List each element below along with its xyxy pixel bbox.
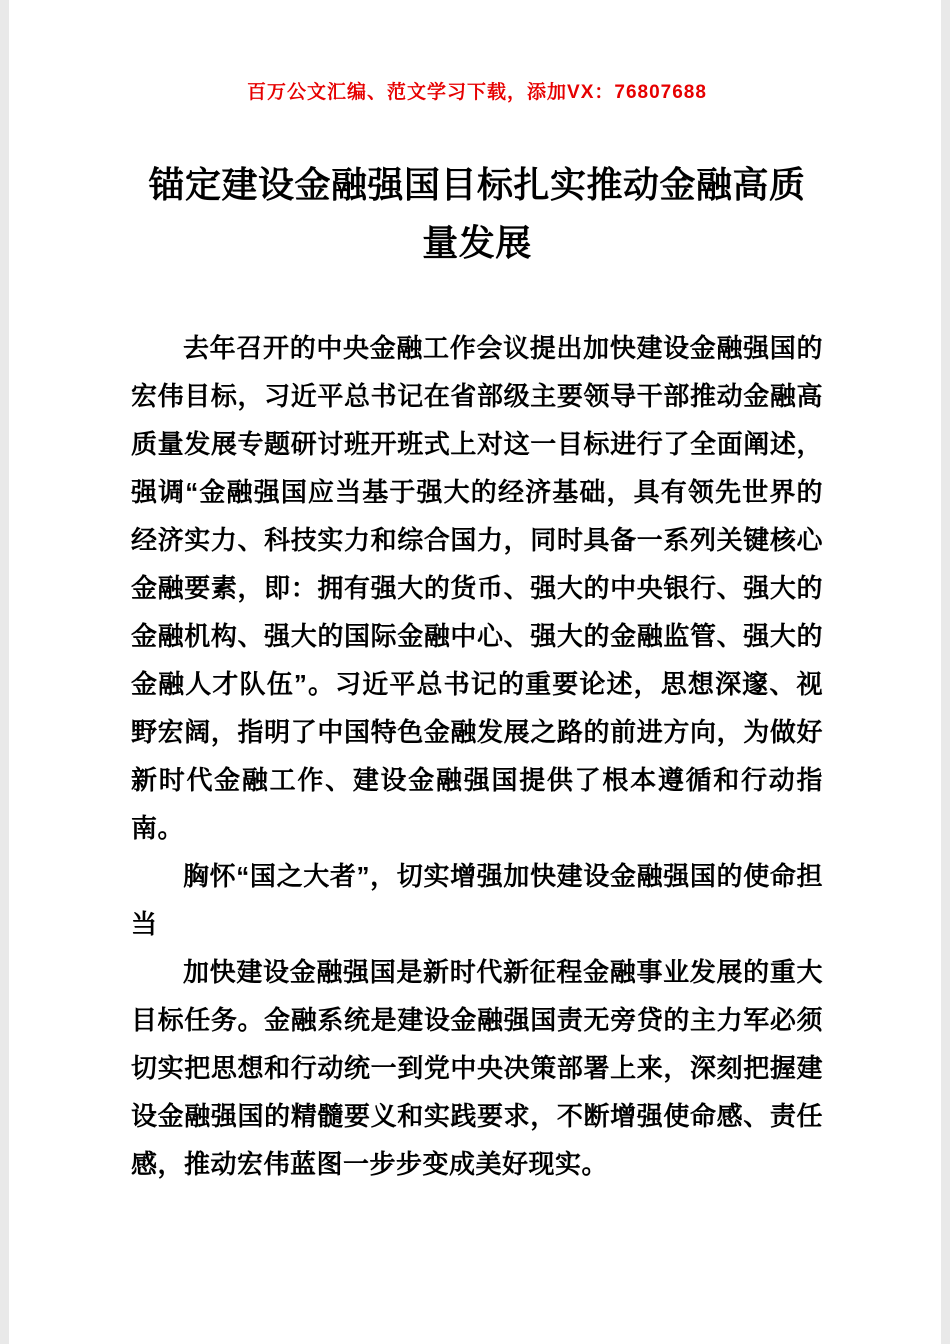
body-paragraph-2: 胸怀“国之大者”，切实增强加快建设金融强国的使命担当: [131, 861, 823, 939]
body-paragraph-1: 去年召开的中央金融工作会议提出加快建设金融强国的宏伟目标，习近平总书记在省部级主要领导干部推动金融高质量发展专题研讨班开班式上对这一目标进行了全面阐述，强调“金融强国应当基于强大的经济基础，具有领先世界的经济实力、科技实力和综合国力，同时具备一系列关键核心金融要素，即：拥有强大的货币、强大的中央银行、强大的金融机构、强大的国际金融中心、强大的金融监管、强大的金融人才队伍”。习近平总书记的重要论述，思想深邃、视野宏阔，指明了中国特色金融发展之路的前进方向，为做好新时代金融工作、建设金融强国提供了根本遵循和行动指南。: [131, 333, 823, 843]
document-body: [131, 324, 823, 1188]
promo-header-text: 百万公文汇编、范文学习下载，添加VX：76807688: [247, 82, 707, 103]
body-paragraph-3: 加快建设金融强国是新时代新征程金融事业发展的重大目标任务。金融系统是建设金融强国责无旁贷的主力军必须切实把思想和行动统一到党中央决策部署上来，深刻把握建设金融强国的精髓要义和实践要求，不断增强使命感、责任感，推动宏伟蓝图一步步变成美好现实。: [131, 957, 823, 1179]
document-page: [9, 0, 941, 1344]
document-title: 锚定建设金融强国目标扎实推动金融高质量发展: [148, 164, 806, 263]
